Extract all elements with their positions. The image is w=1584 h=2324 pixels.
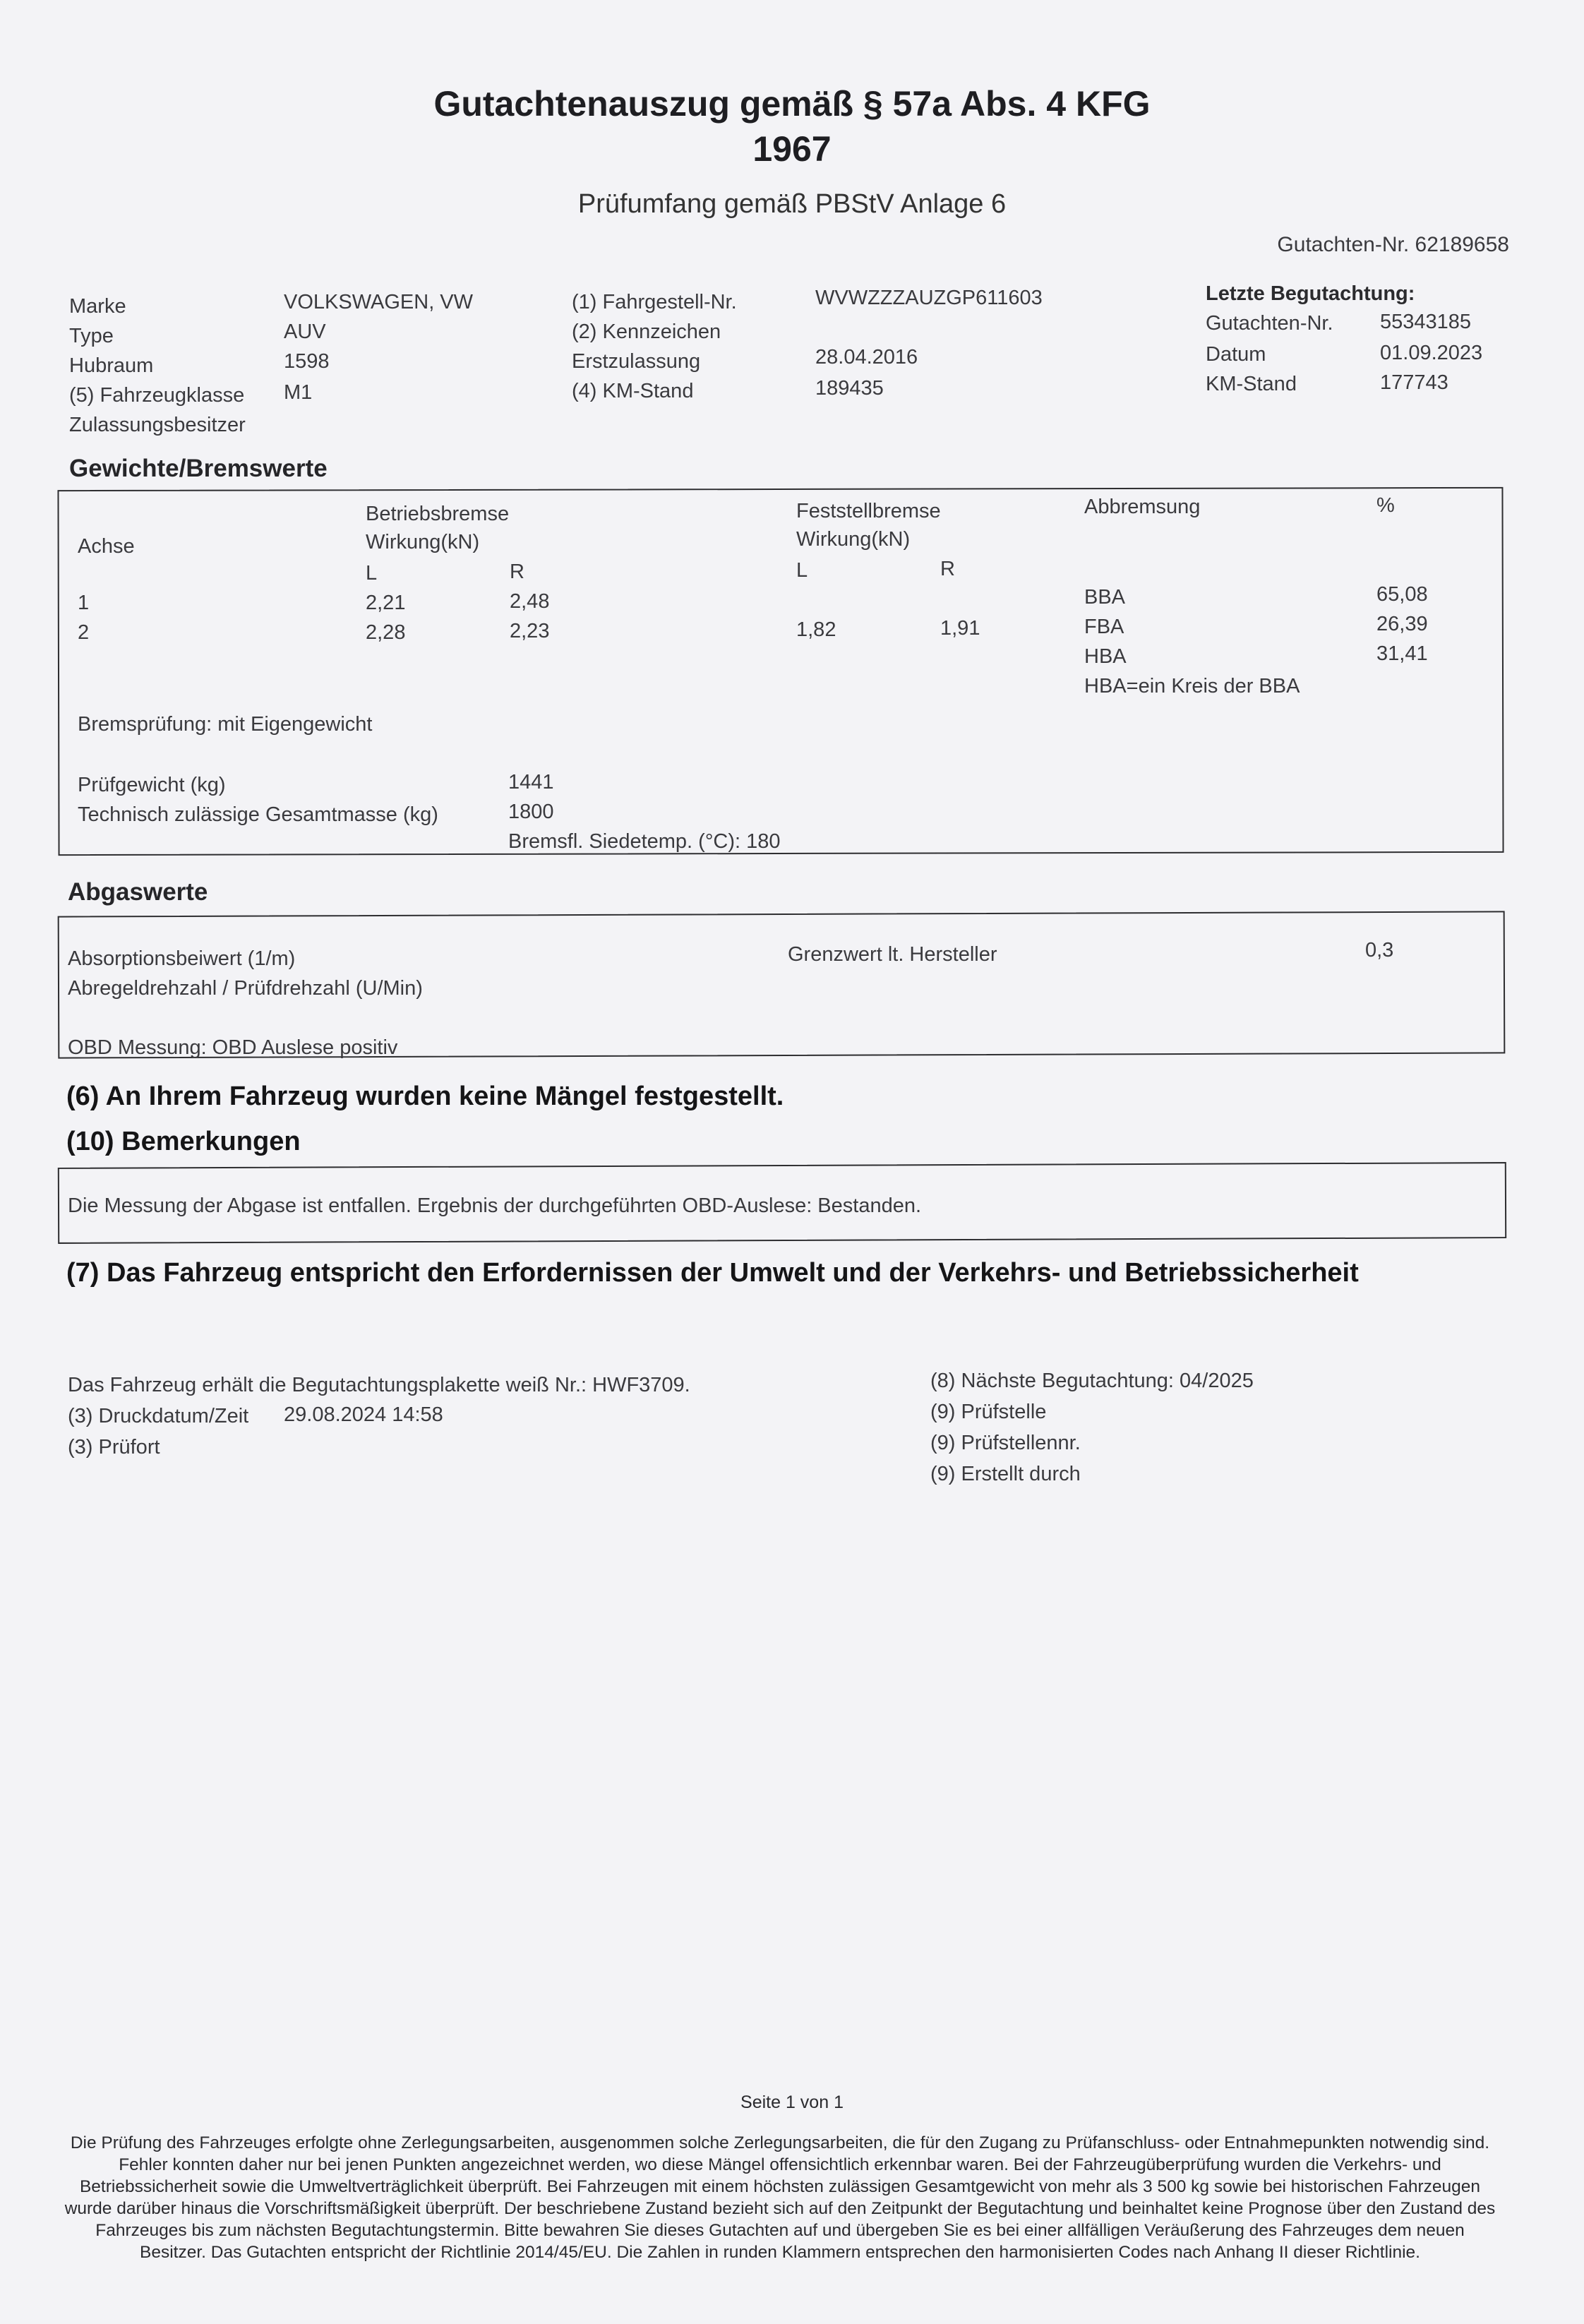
- defects-statement: (6) An Ihrem Fahrzeug wurden keine Mängel festgestellt.: [66, 1082, 784, 1111]
- limit-value: 0,3: [1365, 939, 1394, 962]
- hba-label: HBA: [1084, 645, 1127, 668]
- created-by-label: (9) Erstellt durch: [930, 1463, 1081, 1485]
- parking-right-label: R: [940, 558, 955, 580]
- service-right-value: 2,23: [510, 620, 550, 642]
- next-inspection: (8) Nächste Begutachtung: 04/2025: [930, 1370, 1254, 1392]
- conformity-statement: (7) Das Fahrzeug entspricht den Erfordernissen der Umwelt und der Verkehrs- und Betriebssicherheit: [66, 1258, 1359, 1288]
- last-inspection-number-label: Gutachten-Nr.: [1206, 312, 1333, 335]
- brake-test-mode: Bremsprüfung: mit Eigengewicht: [78, 713, 373, 736]
- document-title-year: 1967: [752, 129, 832, 169]
- service-left-label: L: [366, 562, 378, 585]
- document-title: Gutachtenauszug gemäß § 57a Abs. 4 KFG: [433, 84, 1151, 124]
- gross-mass-value: 1800: [508, 801, 554, 823]
- class-label: (5) Fahrzeugklasse: [69, 384, 245, 407]
- bba-label: BBA: [1084, 586, 1126, 609]
- axle-number: 2: [78, 621, 90, 644]
- hba-note: HBA=ein Kreis der BBA: [1084, 675, 1300, 697]
- plate-label: (2) Kennzeichen: [572, 321, 721, 343]
- vin-value: WVWZZZAUZGP611603: [815, 287, 1043, 309]
- parking-left-value: 1,82: [796, 618, 836, 641]
- print-date-value: 29.08.2024 14:58: [284, 1403, 443, 1426]
- test-weight-label: Prüfgewicht (kg): [78, 774, 226, 796]
- page-number: Seite 1 von 1: [740, 2092, 844, 2112]
- axle-label: Achse: [78, 535, 135, 558]
- mileage-label: (4) KM-Stand: [572, 380, 694, 402]
- test-station-label: (9) Prüfstelle: [930, 1401, 1047, 1423]
- service-right-label: R: [510, 561, 524, 583]
- deceleration-label: Abbremsung: [1084, 496, 1201, 518]
- remarks-text: Die Messung der Abgase ist entfallen. Ergebnis der durchgeführten OBD-Auslese: Bestanden.: [68, 1194, 922, 1217]
- first-registration-label: Erstzulassung: [572, 350, 701, 373]
- report-number: Gutachten-Nr. 62189658: [1277, 233, 1509, 256]
- test-station-number-label: (9) Prüfstellennr.: [930, 1432, 1081, 1454]
- parking-brake-label: Feststellbremse: [796, 500, 941, 522]
- vin-label: (1) Fahrgestell-Nr.: [572, 291, 737, 313]
- last-inspection-mileage-value: 177743: [1380, 371, 1448, 394]
- service-effect-label: Wirkung(kN): [366, 531, 480, 553]
- remarks-heading: (10) Bemerkungen: [66, 1127, 301, 1156]
- type-value: AUV: [284, 321, 326, 343]
- make-value: VOLKSWAGEN, VW: [284, 291, 474, 313]
- make-label: Marke: [69, 295, 126, 318]
- percent-label: %: [1376, 494, 1395, 517]
- hba-value: 31,41: [1376, 642, 1428, 665]
- last-inspection-date-label: Datum: [1206, 343, 1266, 366]
- last-inspection-number-value: 55343185: [1380, 311, 1472, 333]
- legal-disclaimer: Die Prüfung des Fahrzeuges erfolgte ohne Zerlegungsarbeiten, ausgenommen solche Zerlegungsarbeiten, die für den Zugang zu Prüfanschluss- oder Entnahmepunkten notwendig sind. Fehler konnten daher nur bei jenen Punkten angezeichnet werden, wo diese Mängel offensichtlich erkennbar waren. Bei der Fahrzeugüberprüfung wurden die Verkehrs- und Betriebssicherheit sowie die Umweltverträglichkeit überprüft. Bei Fahrzeugen mit einem höchsten zulässigen Gesamtgewicht von mehr als 3 500 kg sowie bei historischen Fahrzeugen wurde darüber hinaus die Vorschriftsmäßigkeit überprüft. Der beschriebene Zustand bezieht sich auf den Zeitpunkt der Begutachtung und beinhaltet keine Prognose über den Zustand des Fahrzeuges bis zum nächsten Begutachtungstermin. Bitte bewahren Sie dieses Gutachten auf und übergeben Sie es bei einer allfälligen Veräußerung des Fahrzeuges dem neuen Besitzer. Das Gutachten entspricht der Richtlinie 2014/45/EU. Die Zahlen in runden Klammern entsprechen den harmonisierten Codes nach Anhang II dieser Richtlinie.: [64, 2133, 1496, 2262]
- parking-effect-label: Wirkung(kN): [796, 528, 911, 551]
- bba-value: 65,08: [1376, 583, 1428, 606]
- brakes-box: [57, 487, 1504, 856]
- obd-result: OBD Messung: OBD Auslese positiv: [68, 1036, 398, 1059]
- service-left-value: 2,28: [366, 621, 406, 644]
- last-inspection-heading: Letzte Begutachtung:: [1206, 282, 1415, 305]
- service-left-value: 2,21: [366, 592, 406, 614]
- service-right-value: 2,48: [510, 590, 550, 613]
- last-inspection-date-value: 01.09.2023: [1380, 342, 1483, 364]
- service-brake-label: Betriebsbremse: [366, 503, 510, 525]
- sticker-text: Das Fahrzeug erhält die Begutachtungsplakette weiß Nr.: HWF3709.: [68, 1374, 690, 1396]
- fba-value: 26,39: [1376, 613, 1428, 635]
- axle-number: 1: [78, 592, 90, 614]
- mileage-value: 189435: [815, 377, 884, 400]
- brake-fluid-boiling-point: Bremsfl. Siedetemp. (°C): 180: [508, 830, 781, 853]
- fba-label: FBA: [1084, 616, 1124, 638]
- owner-label: Zulassungsbesitzer: [69, 414, 246, 436]
- test-location-label: (3) Prüfort: [68, 1436, 160, 1459]
- displacement-value: 1598: [284, 350, 330, 373]
- displacement-label: Hubraum: [69, 354, 154, 377]
- rpm-label: Abregeldrehzahl / Prüfdrehzahl (U/Min): [68, 977, 423, 1000]
- first-registration-value: 28.04.2016: [815, 346, 918, 369]
- emissions-heading: Abgaswerte: [68, 878, 208, 906]
- document-subtitle: Prüfumfang gemäß PBStV Anlage 6: [577, 189, 1007, 219]
- parking-left-label: L: [796, 559, 808, 582]
- absorption-label: Absorptionsbeiwert (1/m): [68, 947, 296, 970]
- class-value: M1: [284, 381, 313, 404]
- gross-mass-label: Technisch zulässige Gesamtmasse (kg): [78, 803, 438, 826]
- print-date-label: (3) Druckdatum/Zeit: [68, 1405, 249, 1427]
- type-label: Type: [69, 325, 114, 347]
- test-weight-value: 1441: [508, 771, 554, 793]
- limit-label: Grenzwert lt. Hersteller: [788, 943, 997, 966]
- parking-right-value: 1,91: [940, 617, 980, 640]
- last-inspection-mileage-label: KM-Stand: [1206, 373, 1297, 395]
- brakes-heading: Gewichte/Bremswerte: [69, 455, 328, 482]
